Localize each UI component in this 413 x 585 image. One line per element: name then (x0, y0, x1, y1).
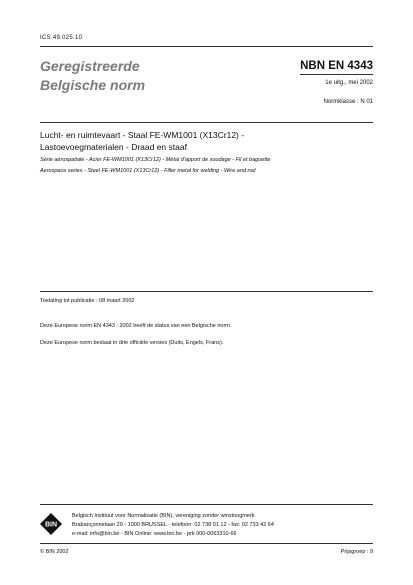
bin-logo (40, 513, 62, 535)
versions-paragraph: Deze Europese norm bestaat in drie officiële versies (Duits, Engels, Frans). (40, 340, 224, 346)
institute-line-3: e-mail: info@bin.be - BIN Online: www.bin.be - prk 000-0063310-66 (72, 531, 237, 537)
title-en: Aerospace series - Steel FE-WM1001 (X13Cr12) - Filler metal for welding - Wire and rod (40, 168, 256, 174)
title-nl-line-1: Lucht- en ruimtevaart - Staal FE-WM1001 (X13Cr12) - (40, 130, 245, 140)
title-fr: Série aérospatiale - Acier FE-WM1001 (X13Cr12) - Métal d'apport de soudage - Fil et baguette (40, 157, 271, 163)
institute-line-2: Brabançonnelaan 29 - 1000 BRUSSEL - telefoon: 02 738 01 12 - fax: 02 733 42 64 (72, 522, 274, 528)
title-top-rule (40, 122, 373, 123)
mid-rule (40, 291, 373, 292)
brand-line-1: Geregistreerde (40, 58, 140, 74)
copyright: © BIN 2002 (40, 549, 69, 555)
standard-number: NBN EN 4343 (300, 60, 373, 72)
title-nl-line-2: Lastoevoegmaterialen - Draad en staaf (40, 142, 187, 152)
top-rule (40, 46, 373, 47)
price-group: Prijsgroep : 9 (340, 549, 373, 555)
publication-approval: Toelating tot publicatie : 08 maart 2002 (40, 298, 135, 304)
ics-code: ICS 49.025.10 (40, 35, 83, 41)
standard-rule (300, 74, 373, 75)
footer-top-rule (40, 504, 373, 505)
logo-text: BIN (44, 521, 58, 529)
classification: Normklasse : N 01 (323, 99, 373, 105)
brand-line-2: Belgische norm (40, 77, 146, 93)
institute-line-1: Belgisch Instituut voor Normalisatie (BIN), vereniging zonder winstoogmerk (72, 513, 255, 519)
edition: 1e uitg., mei 2002 (325, 80, 373, 86)
footer-bottom-rule (40, 543, 373, 544)
status-paragraph: Deze Europese norm EN 4343 : 2002 heeft de status van een Belgische norm. (40, 323, 232, 329)
